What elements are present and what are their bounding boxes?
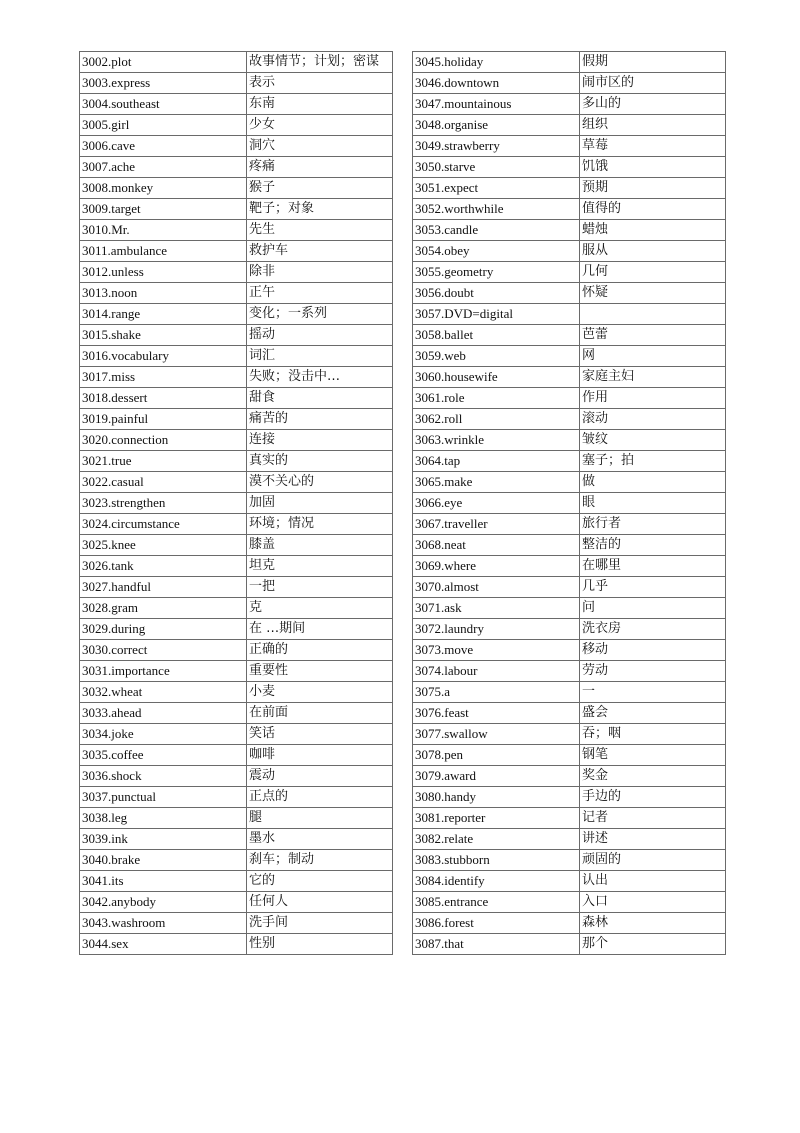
english-word-cell: 3085.entrance [413,892,580,913]
english-word-cell: 3044.sex [80,934,247,955]
english-word-cell: 3061.role [413,388,580,409]
english-word-cell: 3035.coffee [80,745,247,766]
english-word-cell: 3031.importance [80,661,247,682]
english-word-cell: 3058.ballet [413,325,580,346]
chinese-meaning-cell: 坦克 [247,556,393,577]
table-row [413,346,726,367]
chinese-meaning-cell: 假期 [580,52,726,73]
table-row [413,787,726,808]
table-row [413,157,726,178]
chinese-meaning-cell: 眼 [580,493,726,514]
table-row [80,934,393,955]
english-word-cell: 3079.award [413,766,580,787]
chinese-meaning-cell: 组织 [580,115,726,136]
chinese-meaning-cell: 塞子；拍 [580,451,726,472]
chinese-meaning-cell: 吞；咽 [580,724,726,745]
table-row [413,199,726,220]
chinese-meaning-cell: 性别 [247,934,393,955]
english-word-cell: 3054.obey [413,241,580,262]
table-row [413,451,726,472]
table-row [80,913,393,934]
table-row [413,178,726,199]
table-row [413,304,726,325]
chinese-meaning-cell: 笑话 [247,724,393,745]
table-row [80,283,393,304]
chinese-meaning-cell: 甜食 [247,388,393,409]
table-row [413,493,726,514]
chinese-meaning-cell: 讲述 [580,829,726,850]
english-word-cell: 3080.handy [413,787,580,808]
english-word-cell: 3022.casual [80,472,247,493]
table-row [80,640,393,661]
table-row [80,115,393,136]
chinese-meaning-cell: 重要性 [247,661,393,682]
table-row [413,535,726,556]
table-row [413,52,726,73]
table-row [80,73,393,94]
english-word-cell: 3011.ambulance [80,241,247,262]
chinese-meaning-cell: 整洁的 [580,535,726,556]
english-word-cell: 3046.downtown [413,73,580,94]
chinese-meaning-cell: 蜡烛 [580,220,726,241]
table-row [413,934,726,955]
chinese-meaning-cell: 多山的 [580,94,726,115]
english-word-cell: 3002.plot [80,52,247,73]
english-word-cell: 3030.correct [80,640,247,661]
english-word-cell: 3040.brake [80,850,247,871]
chinese-meaning-cell: 正确的 [247,640,393,661]
english-word-cell: 3081.reporter [413,808,580,829]
english-word-cell: 3074.labour [413,661,580,682]
chinese-meaning-cell: 墨水 [247,829,393,850]
table-row [80,703,393,724]
chinese-meaning-cell: 克 [247,598,393,619]
english-word-cell: 3065.make [413,472,580,493]
table-row [80,661,393,682]
table-row [413,682,726,703]
english-word-cell: 3047.mountainous [413,94,580,115]
english-word-cell: 3020.connection [80,430,247,451]
english-word-cell: 3053.candle [413,220,580,241]
chinese-meaning-cell: 移动 [580,640,726,661]
english-word-cell: 3048.organise [413,115,580,136]
english-word-cell: 3055.geometry [413,262,580,283]
english-word-cell: 3013.noon [80,283,247,304]
english-word-cell: 3050.starve [413,157,580,178]
table-row [80,493,393,514]
chinese-meaning-cell: 作用 [580,388,726,409]
english-word-cell: 3087.that [413,934,580,955]
table-row [80,241,393,262]
chinese-meaning-cell: 它的 [247,871,393,892]
english-word-cell: 3014.range [80,304,247,325]
table-row [80,892,393,913]
chinese-meaning-cell: 怀疑 [580,283,726,304]
table-row [80,829,393,850]
table-row [80,619,393,640]
chinese-meaning-cell: 膝盖 [247,535,393,556]
table-row [413,388,726,409]
chinese-meaning-cell: 漠不关心的 [247,472,393,493]
vocab-table-left-body [80,52,393,955]
table-row [80,535,393,556]
chinese-meaning-cell: 靶子；对象 [247,199,393,220]
chinese-meaning-cell: 顽固的 [580,850,726,871]
english-word-cell: 3075.a [413,682,580,703]
chinese-meaning-cell: 震动 [247,766,393,787]
chinese-meaning-cell: 网 [580,346,726,367]
english-word-cell: 3034.joke [80,724,247,745]
chinese-meaning-cell: 奖金 [580,766,726,787]
english-word-cell: 3041.its [80,871,247,892]
english-word-cell: 3038.leg [80,808,247,829]
english-word-cell: 3042.anybody [80,892,247,913]
table-row [413,430,726,451]
chinese-meaning-cell: 词汇 [247,346,393,367]
table-row [413,745,726,766]
chinese-meaning-cell: 疼痛 [247,157,393,178]
chinese-meaning-cell: 服从 [580,241,726,262]
chinese-meaning-cell: 表示 [247,73,393,94]
english-word-cell: 3070.almost [413,577,580,598]
table-row [413,619,726,640]
chinese-meaning-cell: 摇动 [247,325,393,346]
english-word-cell: 3026.tank [80,556,247,577]
chinese-meaning-cell: 滚动 [580,409,726,430]
table-row [413,724,726,745]
table-row [80,745,393,766]
table-row [413,220,726,241]
chinese-meaning-cell: 盛会 [580,703,726,724]
chinese-meaning-cell: 连接 [247,430,393,451]
english-word-cell: 3056.doubt [413,283,580,304]
chinese-meaning-cell: 咖啡 [247,745,393,766]
chinese-meaning-cell: 饥饿 [580,157,726,178]
table-row [80,136,393,157]
table-row [80,430,393,451]
english-word-cell: 3066.eye [413,493,580,514]
english-word-cell: 3018.dessert [80,388,247,409]
english-word-cell: 3083.stubborn [413,850,580,871]
chinese-meaning-cell: 几乎 [580,577,726,598]
english-word-cell: 3069.where [413,556,580,577]
english-word-cell: 3071.ask [413,598,580,619]
chinese-meaning-cell: 入口 [580,892,726,913]
english-word-cell: 3052.worthwhile [413,199,580,220]
table-row [413,283,726,304]
chinese-meaning-cell: 除非 [247,262,393,283]
chinese-meaning-cell: 钢笔 [580,745,726,766]
table-row [413,577,726,598]
english-word-cell: 3010.Mr. [80,220,247,241]
chinese-meaning-cell: 刹车；制动 [247,850,393,871]
chinese-meaning-cell: 故事情节；计划；密谋 [247,52,393,73]
chinese-meaning-cell: 在 …期间 [247,619,393,640]
table-row [413,913,726,934]
chinese-meaning-cell: 任何人 [247,892,393,913]
table-row [413,514,726,535]
chinese-meaning-cell: 腿 [247,808,393,829]
english-word-cell: 3057.DVD=digital [413,304,580,325]
table-row [80,472,393,493]
english-word-cell: 3068.neat [413,535,580,556]
chinese-meaning-cell: 加固 [247,493,393,514]
english-word-cell: 3077.swallow [413,724,580,745]
table-row [80,556,393,577]
table-row [80,199,393,220]
chinese-meaning-cell: 真实的 [247,451,393,472]
english-word-cell: 3037.punctual [80,787,247,808]
table-row [80,157,393,178]
english-word-cell: 3019.painful [80,409,247,430]
english-word-cell: 3012.unless [80,262,247,283]
english-word-cell: 3064.tap [413,451,580,472]
table-row [80,220,393,241]
table-row [80,850,393,871]
chinese-meaning-cell: 做 [580,472,726,493]
chinese-meaning-cell: 家庭主妇 [580,367,726,388]
chinese-meaning-cell: 预期 [580,178,726,199]
table-row [80,178,393,199]
chinese-meaning-cell: 东南 [247,94,393,115]
table-row [80,388,393,409]
chinese-meaning-cell: 环境；情况 [247,514,393,535]
english-word-cell: 3062.roll [413,409,580,430]
table-row [413,661,726,682]
table-row [80,766,393,787]
chinese-meaning-cell: 猴子 [247,178,393,199]
chinese-meaning-cell: 正午 [247,283,393,304]
english-word-cell: 3015.shake [80,325,247,346]
chinese-meaning-cell: 在前面 [247,703,393,724]
table-row [413,409,726,430]
chinese-meaning-cell: 先生 [247,220,393,241]
chinese-meaning-cell: 一 [580,682,726,703]
chinese-meaning-cell: 认出 [580,871,726,892]
english-word-cell: 3078.pen [413,745,580,766]
chinese-meaning-cell: 在哪里 [580,556,726,577]
english-word-cell: 3067.traveller [413,514,580,535]
english-word-cell: 3007.ache [80,157,247,178]
table-row [413,325,726,346]
table-row [80,808,393,829]
english-word-cell: 3025.knee [80,535,247,556]
table-row [413,850,726,871]
english-word-cell: 3086.forest [413,913,580,934]
english-word-cell: 3045.holiday [413,52,580,73]
english-word-cell: 3027.handful [80,577,247,598]
chinese-meaning-cell: 芭蕾 [580,325,726,346]
chinese-meaning-cell: 失败；没击中… [247,367,393,388]
table-row [413,703,726,724]
english-word-cell: 3033.ahead [80,703,247,724]
table-row [80,52,393,73]
table-row [80,325,393,346]
english-word-cell: 3076.feast [413,703,580,724]
table-row [413,262,726,283]
chinese-meaning-cell: 记者 [580,808,726,829]
english-word-cell: 3006.cave [80,136,247,157]
chinese-meaning-cell: 救护车 [247,241,393,262]
chinese-meaning-cell: 痛苦的 [247,409,393,430]
chinese-meaning-cell: 变化；一系列 [247,304,393,325]
chinese-meaning-cell: 问 [580,598,726,619]
english-word-cell: 3084.identify [413,871,580,892]
chinese-meaning-cell: 洞穴 [247,136,393,157]
chinese-meaning-cell: 少女 [247,115,393,136]
table-row [413,598,726,619]
table-row [413,136,726,157]
english-word-cell: 3043.washroom [80,913,247,934]
chinese-meaning-cell: 洗衣房 [580,619,726,640]
english-word-cell: 3008.monkey [80,178,247,199]
vocab-table-right [412,51,726,955]
table-row [80,724,393,745]
table-row [80,577,393,598]
english-word-cell: 3073.move [413,640,580,661]
table-row [80,304,393,325]
chinese-meaning-cell: 那个 [580,934,726,955]
chinese-meaning-cell: 森林 [580,913,726,934]
vocab-table-right-body [413,52,726,955]
english-word-cell: 3016.vocabulary [80,346,247,367]
chinese-meaning-cell [580,304,726,325]
table-row [413,94,726,115]
table-row [413,115,726,136]
english-word-cell: 3059.web [413,346,580,367]
table-row [80,514,393,535]
english-word-cell: 3023.strengthen [80,493,247,514]
table-row [413,556,726,577]
table-row [413,808,726,829]
english-word-cell: 3072.laundry [413,619,580,640]
table-row [80,409,393,430]
english-word-cell: 3082.relate [413,829,580,850]
english-word-cell: 3021.true [80,451,247,472]
english-word-cell: 3017.miss [80,367,247,388]
english-word-cell: 3029.during [80,619,247,640]
table-row [80,787,393,808]
english-word-cell: 3028.gram [80,598,247,619]
chinese-meaning-cell: 手边的 [580,787,726,808]
english-word-cell: 3039.ink [80,829,247,850]
english-word-cell: 3060.housewife [413,367,580,388]
table-row [80,367,393,388]
table-row [413,241,726,262]
table-row [413,829,726,850]
english-word-cell: 3024.circumstance [80,514,247,535]
english-word-cell: 3036.shock [80,766,247,787]
table-row [80,346,393,367]
english-word-cell: 3051.expect [413,178,580,199]
chinese-meaning-cell: 小麦 [247,682,393,703]
chinese-meaning-cell: 劳动 [580,661,726,682]
table-row [413,367,726,388]
table-row [413,892,726,913]
table-row [80,871,393,892]
chinese-meaning-cell: 一把 [247,577,393,598]
table-row [80,598,393,619]
table-row [413,640,726,661]
chinese-meaning-cell: 皱纹 [580,430,726,451]
vocab-table-left [79,51,393,955]
chinese-meaning-cell: 旅行者 [580,514,726,535]
english-word-cell: 3049.strawberry [413,136,580,157]
english-word-cell: 3004.southeast [80,94,247,115]
chinese-meaning-cell: 正点的 [247,787,393,808]
table-row [80,682,393,703]
table-row [413,871,726,892]
table-row [413,73,726,94]
english-word-cell: 3005.girl [80,115,247,136]
chinese-meaning-cell: 洗手间 [247,913,393,934]
table-row [413,766,726,787]
english-word-cell: 3032.wheat [80,682,247,703]
english-word-cell: 3003.express [80,73,247,94]
table-row [413,472,726,493]
chinese-meaning-cell: 闹市区的 [580,73,726,94]
table-row [80,451,393,472]
table-row [80,262,393,283]
chinese-meaning-cell: 草莓 [580,136,726,157]
table-row [80,94,393,115]
chinese-meaning-cell: 值得的 [580,199,726,220]
english-word-cell: 3063.wrinkle [413,430,580,451]
english-word-cell: 3009.target [80,199,247,220]
chinese-meaning-cell: 几何 [580,262,726,283]
